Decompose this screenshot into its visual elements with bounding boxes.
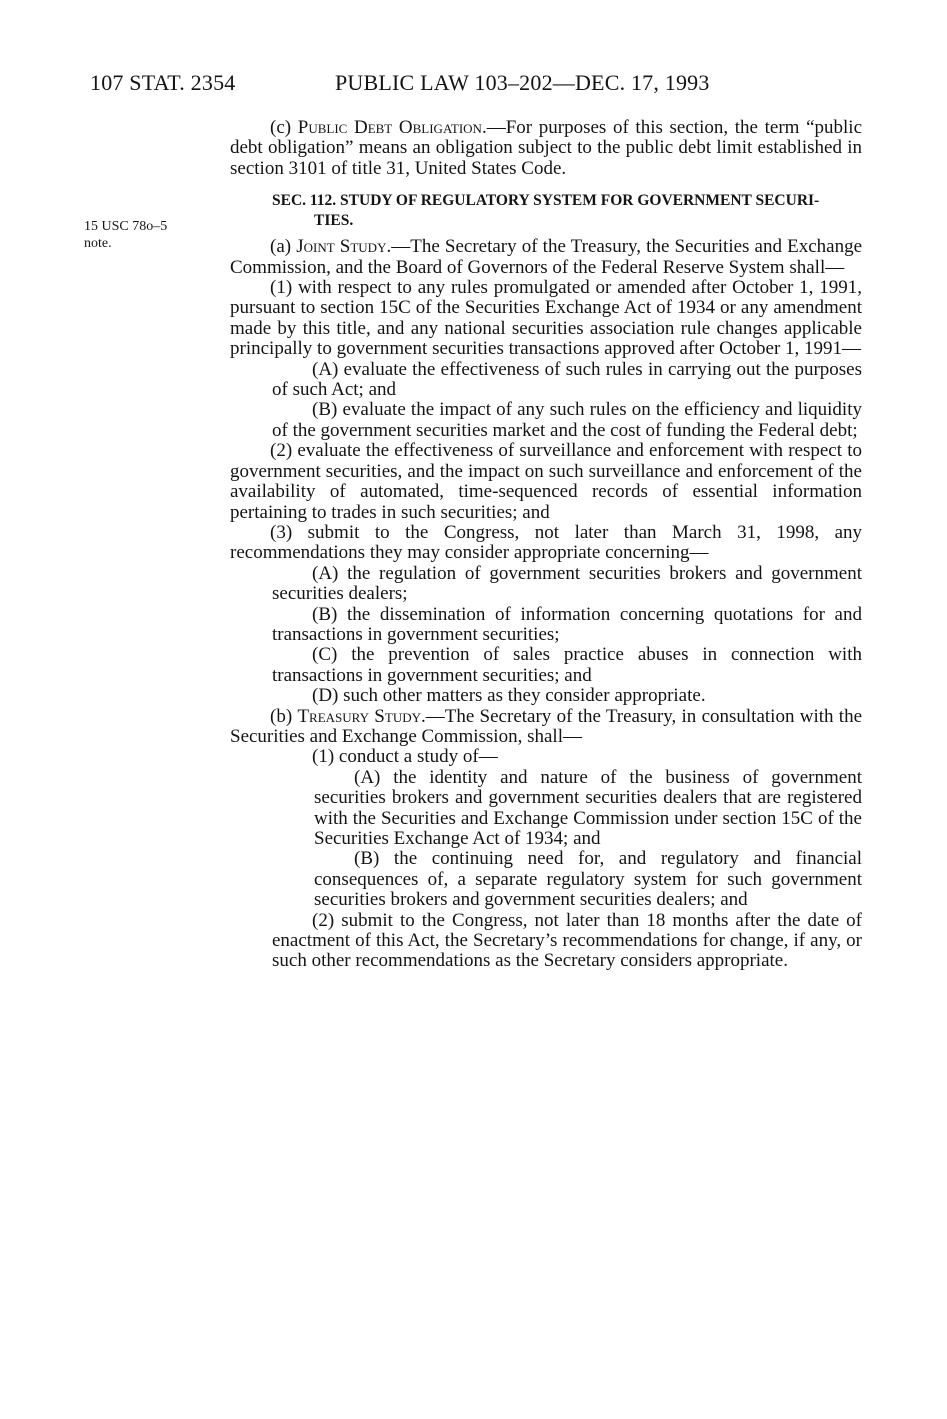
subsection-a-label: (a) <box>270 236 297 258</box>
subparagraph-a1A: (A) evaluate the effectiveness of such rules in carrying out the purposes of such Act; and <box>272 358 862 401</box>
public-law-citation: PUBLIC LAW 103–202—DEC. 17, 1993 <box>335 70 710 95</box>
subsection-b-label: (b) <box>270 705 298 727</box>
subsection-c <box>230 118 862 179</box>
subparagraph-b1B: (B) the continuing need for, and regulatory and financial consequences of, a separate regulatory system for such government securities brokers and government securities dealers; and <box>314 848 862 911</box>
paragraph-b2: (2) submit to the Congress, not later than 18 months after the date of enactment of this Act, the Secretary’s recommendations for change, if any, or such other recommendations as the Secretary considers appropriate. <box>272 909 862 972</box>
subsection-a <box>230 237 862 278</box>
subparagraph-a3B: (B) the dissemination of information concerning quotations for and transactions in government securities; <box>272 603 862 645</box>
subsection-b <box>230 707 862 748</box>
margin-note-citation: 15 USC 78o–5 <box>84 219 168 234</box>
margin-note-suffix: note. <box>84 236 112 251</box>
paragraph-a2: (2) evaluate the effectiveness of surveillance and enforcement with respect to government securities, and the impact on such surveillance and enforcement of the availability of automated, time-sequenced records of essential information pertaining to trades in such securities; and <box>230 440 862 523</box>
subparagraph-a1B: (B) evaluate the impact of any such rules on the efficiency and liquidity of the government securities market and the cost of funding the Federal debt; <box>272 399 862 441</box>
statute-body <box>230 118 862 972</box>
running-header <box>90 70 850 100</box>
paragraph-a3: (3) submit to the Congress, not later than March 31, 1998, any recommendations they may consider appropriate concerning— <box>230 521 862 564</box>
subsection-c-title: Public Debt Obligation <box>297 117 482 138</box>
section-heading <box>230 191 862 231</box>
subparagraph-b1A: (A) the identity and nature of the business of government securities brokers and government securities dealers that are registered with the Securities and Exchange Commission under section 15C of the Securities Exchange Act of 1934; and <box>314 766 862 849</box>
stat-page-number: 107 STAT. 2354 <box>90 70 236 95</box>
subsection-c-text: .—For purposes of this section, the term “public debt obligation” means an obligation subject to the public debt limit established in section 3101 of title 31, United States Code. <box>230 117 863 179</box>
paragraph-a1: (1) with respect to any rules promulgated or amended after October 1, 1991, pursuant to section 15C of the Securities Exchange Act of 1934 or any amendment made by this title, and any national securities association rule changes applicable principally to government securities transactions approved after October 1, 1991— <box>230 277 862 360</box>
subsection-b-text: .—The Secretary of the Treasury, in consultation with the Securities and Exchange Commission, shall— <box>230 705 863 747</box>
subsection-c-label: (c) <box>270 117 298 138</box>
margin-note <box>84 218 167 252</box>
subparagraph-a3D: (D) such other matters as they consider appropriate. <box>312 685 706 707</box>
subparagraph-a3A: (A) the regulation of government securities brokers and government securities dealers; <box>272 562 862 605</box>
section-heading-line1: SEC. 112. STUDY OF REGULATORY SYSTEM FOR GOVERNMENT SECURI- <box>272 192 820 210</box>
subparagraph-a3C: (C) the prevention of sales practice abuses in connection with transactions in government securities; and <box>272 644 862 686</box>
subsection-a-text: .—The Secretary of the Treasury, the Securities and Exchange Commission, and the Board of Governors of the Federal Reserve System shall— <box>230 236 863 278</box>
subsection-b-title: Treasury Study <box>297 705 421 727</box>
section-heading-line2: TIES. <box>314 212 354 230</box>
subsection-a-title: Joint Study <box>296 236 387 258</box>
paragraph-b1: (1) conduct a study of— <box>312 746 498 768</box>
